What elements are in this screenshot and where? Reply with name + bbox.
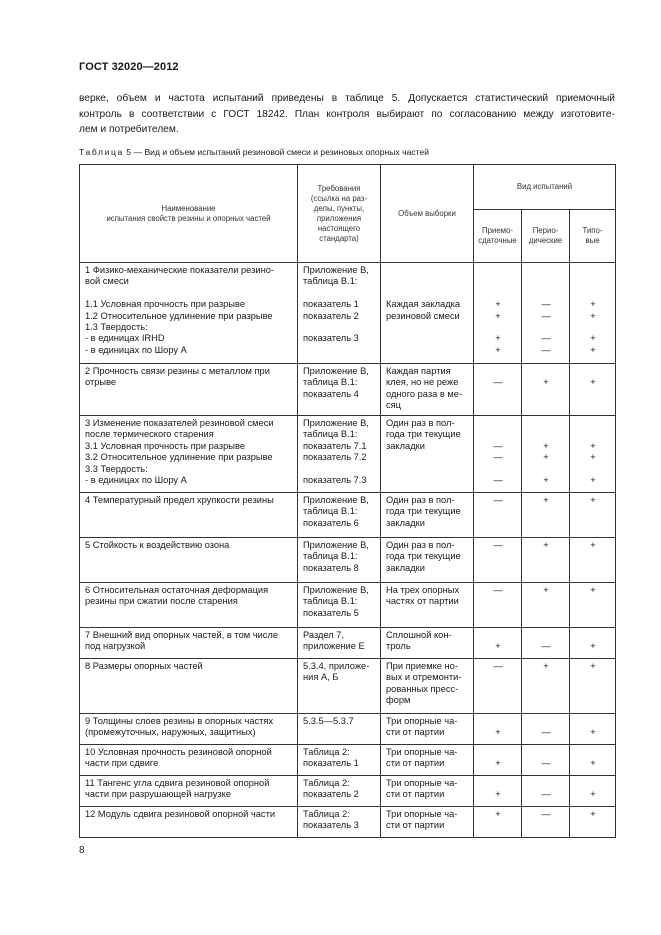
row-type-mark: + (570, 714, 616, 745)
row-type-mark: + + + (570, 416, 616, 493)
row-sample-size: Три опорные ча- сти от партии (381, 714, 474, 745)
row-type-mark: + (570, 628, 616, 659)
intro-line: контроль в соответствии с ГОСТ 18242. План контроля выбирают по согласованию между изготовите- (79, 108, 615, 120)
row-sample-size: Один раз в пол- года три текущие закладки (381, 538, 474, 583)
table-header-row (80, 165, 616, 210)
row-type-mark: + (570, 493, 616, 538)
row-requirement: Приложение В, таблица В.1: показатель 7.1 показатель 7.2 показатель 7.3 (298, 416, 381, 493)
row-test-name: 9 Толщины слоев резины в опорных частях (промежуточных, наружных, защитных) (80, 714, 298, 745)
table-row (80, 776, 616, 807)
row-test-name: 5 Стойкость к воздействию озона (80, 538, 298, 583)
row-acceptance-mark: + + + + (474, 263, 522, 364)
row-acceptance-mark: — (474, 493, 522, 538)
row-sample-size: Каждая партия клея, но не реже одного раза в ме- сяц (381, 364, 474, 416)
row-requirement: Таблица 2: показатель 1 (298, 745, 381, 776)
header-periodic: Перио- дические (522, 210, 570, 263)
page-number: 8 (79, 845, 85, 856)
row-sample-size: Сплошной кон- троль (381, 628, 474, 659)
row-type-mark: + (570, 659, 616, 714)
row-sample-size: Три опорные ча- сти от партии (381, 776, 474, 807)
header-type: Типо- вые (570, 210, 616, 263)
row-type-mark: + (570, 364, 616, 416)
row-type-mark: + (570, 776, 616, 807)
intro-line: верке, объем и частота испытаний приведены в таблице 5. Допускается статистический приемочный (79, 93, 615, 104)
row-periodic-mark: — (522, 745, 570, 776)
row-type-mark: + (570, 807, 616, 838)
row-type-mark: + + + + (570, 263, 616, 364)
row-acceptance-mark: — (474, 659, 522, 714)
row-acceptance-mark: + (474, 807, 522, 838)
row-acceptance-mark: + (474, 776, 522, 807)
table-row (80, 493, 616, 538)
table-row (80, 745, 616, 776)
row-periodic-mark: + + + (522, 416, 570, 493)
row-requirement: Приложение В, таблица В.1: показатель 1 показатель 2 показатель 3 (298, 263, 381, 364)
row-sample-size: При приемке но- вых и отремонти- рованных пресс- форм (381, 659, 474, 714)
table-row (80, 659, 616, 714)
row-periodic-mark: + (522, 659, 570, 714)
row-periodic-mark: + (522, 493, 570, 538)
row-sample-size: Три опорные ча- сти от партии (381, 745, 474, 776)
table-row (80, 714, 616, 745)
row-test-name: 4 Температурный предел хрупкости резины (80, 493, 298, 538)
table-row (80, 538, 616, 583)
row-acceptance-mark: — (474, 538, 522, 583)
row-acceptance-mark: + (474, 628, 522, 659)
row-sample-size: Один раз в пол- года три текущие закладки (381, 416, 474, 493)
row-sample-size: На трех опорных частях от партии (381, 583, 474, 628)
row-test-name: 2 Прочность связи резины с металлом при отрыве (80, 364, 298, 416)
row-requirement: 5.3.4, приложе- ния А, Б (298, 659, 381, 714)
row-sample-size: Один раз в пол- года три текущие закладки (381, 493, 474, 538)
row-acceptance-mark: + (474, 714, 522, 745)
row-test-name: 12 Модуль сдвига резиновой опорной части (80, 807, 298, 838)
row-type-mark: + (570, 745, 616, 776)
row-periodic-mark: — (522, 628, 570, 659)
table-caption-label: Таблица (79, 147, 124, 157)
table-body (80, 263, 616, 838)
row-requirement: 5.3.5—5.3.7 (298, 714, 381, 745)
row-test-name: 1 Физико-механические показатели резино- вой смеси 1.1 Условная прочность при разрыве 1.2 Относительное удлинение при разрыве 1.3 Твердость: - в единицах IRHD - в единицах по Шору А (80, 263, 298, 364)
row-test-name: 7 Внешний вид опорных частей, в том числе под нагрузкой (80, 628, 298, 659)
row-requirement: Таблица 2: показатель 2 (298, 776, 381, 807)
header-sample-size: Объем выборки (381, 165, 474, 263)
row-test-name: 10 Условная прочность резиновой опорной части при сдвиге (80, 745, 298, 776)
header-acceptance: Приемо- сдаточные (474, 210, 522, 263)
row-periodic-mark: — (522, 714, 570, 745)
header-test-kinds: Вид испытаний (474, 165, 616, 210)
header-requirements: Требования (ссылка на раз- делы, пункты, приложения настоящего стандарта) (298, 165, 381, 263)
row-requirement: Приложение В, таблица В.1: показатель 4 (298, 364, 381, 416)
table-caption (79, 147, 429, 157)
row-acceptance-mark: — (474, 364, 522, 416)
row-requirement: Приложение В, таблица В.1: показатель 5 (298, 583, 381, 628)
row-requirement: Раздел 7, приложение Е (298, 628, 381, 659)
row-periodic-mark: + (522, 364, 570, 416)
row-type-mark: + (570, 538, 616, 583)
row-periodic-mark: + (522, 538, 570, 583)
row-periodic-mark: — (522, 807, 570, 838)
row-acceptance-mark: — (474, 583, 522, 628)
table-row (80, 628, 616, 659)
row-acceptance-mark: + (474, 745, 522, 776)
table-row (80, 807, 616, 838)
header-test-name: Наименование испытания свойств резины и опорных частей (80, 165, 298, 263)
table-row (80, 263, 616, 364)
row-requirement: Приложение В, таблица В.1: показатель 6 (298, 493, 381, 538)
row-test-name: 6 Относительная остаточная деформация резины при сжатии после старения (80, 583, 298, 628)
row-test-name: 8 Размеры опорных частей (80, 659, 298, 714)
row-sample-size: Каждая закладка резиновой смеси (381, 263, 474, 364)
table-row (80, 364, 616, 416)
table-caption-text: 5 — Вид и объем испытаний резиновой смеси и резиновых опорных частей (123, 147, 430, 157)
row-test-name: 11 Тангенс угла сдвига резиновой опорной части при разрушающей нагрузке (80, 776, 298, 807)
tests-table (79, 164, 616, 838)
table-row (80, 416, 616, 493)
row-periodic-mark: + (522, 583, 570, 628)
intro-line: лем и потребителем. (79, 124, 179, 135)
row-acceptance-mark: — — — (474, 416, 522, 493)
table-row (80, 583, 616, 628)
row-test-name: 3 Изменение показателей резиновой смеси после термического старения 3.1 Условная прочность при разрыве 3.2 Относительное удлинение при разрыве 3.3 Твердость: - в единицах по Шору А (80, 416, 298, 493)
row-type-mark: + (570, 583, 616, 628)
row-requirement: Таблица 2: показатель 3 (298, 807, 381, 838)
row-requirement: Приложение В, таблица В.1: показатель 8 (298, 538, 381, 583)
row-sample-size: Три опорные ча- сти от партии (381, 807, 474, 838)
intro-paragraph (79, 91, 615, 138)
row-periodic-mark: — — — — (522, 263, 570, 364)
row-periodic-mark: — (522, 776, 570, 807)
document-header: ГОСТ 32020—2012 (79, 61, 179, 73)
